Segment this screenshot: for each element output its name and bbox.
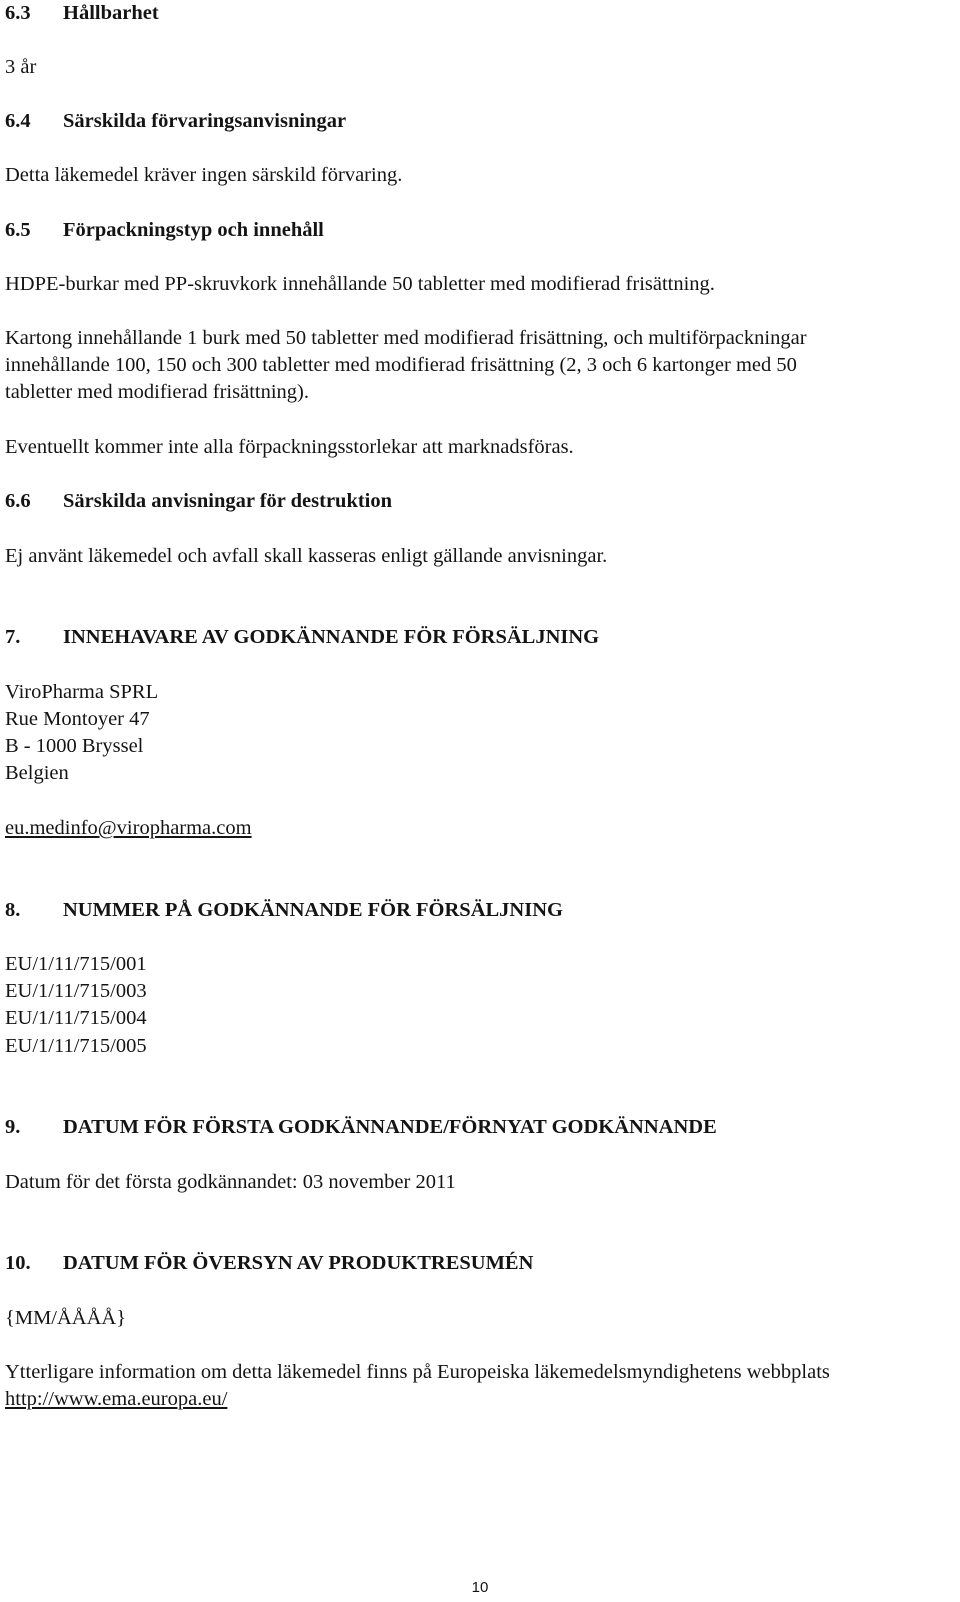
holder-street: Rue Montoyer 47 xyxy=(5,708,150,730)
holder-country: Belgien xyxy=(5,762,69,784)
page-number: 10 xyxy=(471,1579,489,1596)
section-9-heading xyxy=(5,1114,717,1141)
section-number: 8. xyxy=(5,899,21,921)
section-6-6-heading xyxy=(5,488,392,515)
storage-text: Detta läkemedel kräver ingen särskild förvaring. xyxy=(5,164,403,186)
pack-text-2-line-3: tabletter med modifierad frisättning). xyxy=(5,381,309,403)
section-title: NUMMER PÅ GODKÄNNANDE FÖR FÖRSÄLJNING xyxy=(63,899,563,921)
section-number: 9. xyxy=(5,1116,21,1138)
section-number: 6.5 xyxy=(5,219,31,241)
section-number: 6.4 xyxy=(5,110,31,132)
section-6-3-heading xyxy=(5,0,159,27)
revision-date: {MM/ÅÅÅÅ} xyxy=(5,1307,127,1329)
pack-text-2-line-1: Kartong innehållande 1 burk med 50 tabletter med modifierad frisättning, och multiförpackningar xyxy=(5,327,807,349)
holder-city: B - 1000 Bryssel xyxy=(5,735,144,757)
section-number: 10. xyxy=(5,1252,31,1274)
shelf-life-text: 3 år xyxy=(5,56,37,78)
section-6-4-heading xyxy=(5,108,346,135)
section-number: 7. xyxy=(5,626,21,648)
holder-email-link[interactable]: eu.medinfo@viropharma.com xyxy=(5,817,252,839)
auth-number: EU/1/11/715/004 xyxy=(5,1007,147,1029)
pack-text-3: Eventuellt kommer inte alla förpackningsstorlekar att marknadsföras. xyxy=(5,436,574,458)
section-number: 6.3 xyxy=(5,2,31,24)
disposal-text: Ej använt läkemedel och avfall skall kasseras enligt gällande anvisningar. xyxy=(5,545,608,567)
section-title: DATUM FÖR FÖRSTA GODKÄNNANDE/FÖRNYAT GODKÄNNANDE xyxy=(63,1116,717,1138)
section-8-heading xyxy=(5,897,563,924)
auth-number: EU/1/11/715/005 xyxy=(5,1035,147,1057)
section-7-heading xyxy=(5,624,599,651)
pack-text-1: HDPE-burkar med PP-skruvkork innehållande 50 tabletter med modifierad frisättning. xyxy=(5,273,715,295)
section-title: INNEHAVARE AV GODKÄNNANDE FÖR FÖRSÄLJNING xyxy=(63,626,600,648)
section-title: Förpackningstyp och innehåll xyxy=(63,219,324,241)
ema-url-row xyxy=(5,1386,227,1413)
first-auth-text: Datum för det första godkännandet: 03 november 2011 xyxy=(5,1171,456,1193)
section-title: Hållbarhet xyxy=(63,2,159,24)
ema-url-link[interactable]: http://www.ema.europa.eu/ xyxy=(5,1388,228,1410)
auth-number: EU/1/11/715/001 xyxy=(5,953,147,975)
section-title: Särskilda förvaringsanvisningar xyxy=(63,110,347,132)
section-number: 6.6 xyxy=(5,490,31,512)
section-title: DATUM FÖR ÖVERSYN AV PRODUKTRESUMÉN xyxy=(63,1252,534,1274)
holder-email-row xyxy=(5,815,252,842)
section-6-5-heading xyxy=(5,217,324,244)
pack-text-2-line-2: innehållande 100, 150 och 300 tabletter med modifierad frisättning (2, 3 och 6 kartonger med 50 xyxy=(5,354,797,376)
section-title: Särskilda anvisningar för destruktion xyxy=(63,490,393,512)
section-10-heading xyxy=(5,1250,533,1277)
holder-name: ViroPharma SPRL xyxy=(5,681,159,703)
auth-number: EU/1/11/715/003 xyxy=(5,980,147,1002)
more-info-text: Ytterligare information om detta läkemedel finns på Europeiska läkemedelsmyndighetens webbplats xyxy=(5,1361,830,1383)
